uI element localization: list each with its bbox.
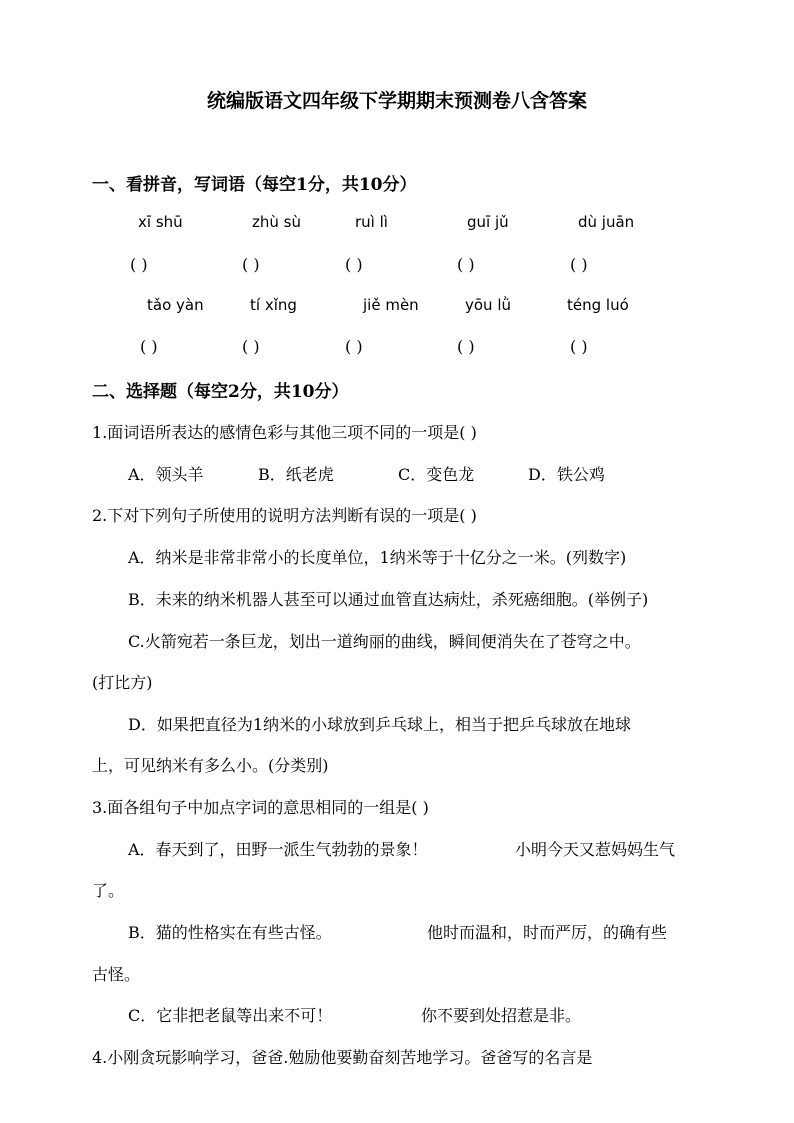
pinyin-5: dù juān bbox=[578, 213, 635, 231]
q2-option-c-cont: (打比方) bbox=[92, 673, 153, 692]
answer-blank[interactable]: ( ) bbox=[242, 255, 260, 274]
question-3-stem: 3.面各组句子中加点字词的意思相同的一组是( ) bbox=[92, 798, 429, 817]
question-2-stem: 2.下对下列句子所使用的说明方法判断有误的一项是( ) bbox=[92, 506, 477, 525]
pinyin-1: xī shū bbox=[138, 213, 183, 231]
q3-option-a-right: 小明今天又惹妈妈生气 bbox=[515, 840, 676, 859]
pinyin-6: tǎo yàn bbox=[147, 296, 204, 314]
pinyin-3: ruì lì bbox=[355, 213, 388, 231]
pinyin-7: tí xǐng bbox=[250, 296, 297, 314]
answer-blank[interactable]: ( ) bbox=[457, 337, 475, 356]
answer-blank[interactable]: ( ) bbox=[345, 255, 363, 274]
q2-option-d[interactable]: D．如果把直径为1纳米的小球放到乒乓球上，相当于把乒乓球放在地球 bbox=[128, 715, 632, 734]
q3-option-c-right: 你不要到处招惹是非。 bbox=[421, 1006, 582, 1025]
pinyin-4: guī jǔ bbox=[467, 213, 509, 231]
answer-blank[interactable]: ( ) bbox=[570, 255, 588, 274]
answer-blank[interactable]: ( ) bbox=[140, 337, 158, 356]
answer-blank[interactable]: ( ) bbox=[570, 337, 588, 356]
answer-blank[interactable]: ( ) bbox=[457, 255, 475, 274]
q2-option-c[interactable]: C.火箭宛若一条巨龙，划出一道绚丽的曲线，瞬间便消失在了苍穹之中。 bbox=[128, 632, 641, 651]
q1-option-c[interactable]: C．变色龙 bbox=[398, 465, 475, 484]
q1-option-d[interactable]: D．铁公鸡 bbox=[528, 465, 605, 484]
section-2-heading: 二、选择题（每空2分，共10分） bbox=[92, 382, 349, 402]
question-4-stem: 4.小刚贪玩影响学习，爸爸.勉励他要勤奋刻苦地学习。爸爸写的名言是 bbox=[92, 1048, 593, 1067]
pinyin-10: téng luó bbox=[567, 296, 629, 314]
pinyin-9: yōu lǜ bbox=[465, 296, 512, 314]
q1-option-a[interactable]: A．领头羊 bbox=[128, 465, 204, 484]
answer-blank[interactable]: ( ) bbox=[242, 337, 260, 356]
q3-option-b-cont: 古怪。 bbox=[92, 965, 141, 984]
q2-option-d-cont: 上，可见纳米有多么小。(分类别) bbox=[92, 756, 329, 775]
q1-option-b[interactable]: B．纸老虎 bbox=[258, 465, 334, 484]
q3-option-b[interactable]: B．猫的性格实在有些古怪。 bbox=[128, 923, 332, 942]
q3-option-b-right: 他时而温和，时而严厉，的确有些 bbox=[427, 923, 668, 942]
page-title: 统编版语文四年级下学期期末预测卷八含答案 bbox=[206, 90, 587, 112]
q3-option-a-cont: 了。 bbox=[92, 881, 125, 900]
answer-blank[interactable]: ( ) bbox=[130, 255, 148, 274]
q3-option-a[interactable]: A．春天到了，田野一派生气勃勃的景象！ bbox=[128, 840, 428, 859]
q2-option-a[interactable]: A．纳米是非常非常小的长度单位，1纳米等于十亿分之一米。(列数字) bbox=[128, 548, 627, 567]
pinyin-2: zhù sù bbox=[252, 213, 301, 231]
pinyin-8: jiě mèn bbox=[363, 296, 419, 314]
section-1-heading: 一、看拼音，写词语（每空1分，共10分） bbox=[92, 175, 417, 195]
q3-option-c[interactable]: C．它非把老鼠等出来不可！ bbox=[128, 1006, 333, 1025]
question-1-stem: 1.面词语所表达的感情色彩与其他三项不同的一项是( ) bbox=[92, 423, 477, 442]
q2-option-b[interactable]: B．未来的纳米机器人甚至可以通过血管直达病灶，杀死癌细胞。(举例子) bbox=[128, 590, 649, 609]
answer-blank[interactable]: ( ) bbox=[345, 337, 363, 356]
